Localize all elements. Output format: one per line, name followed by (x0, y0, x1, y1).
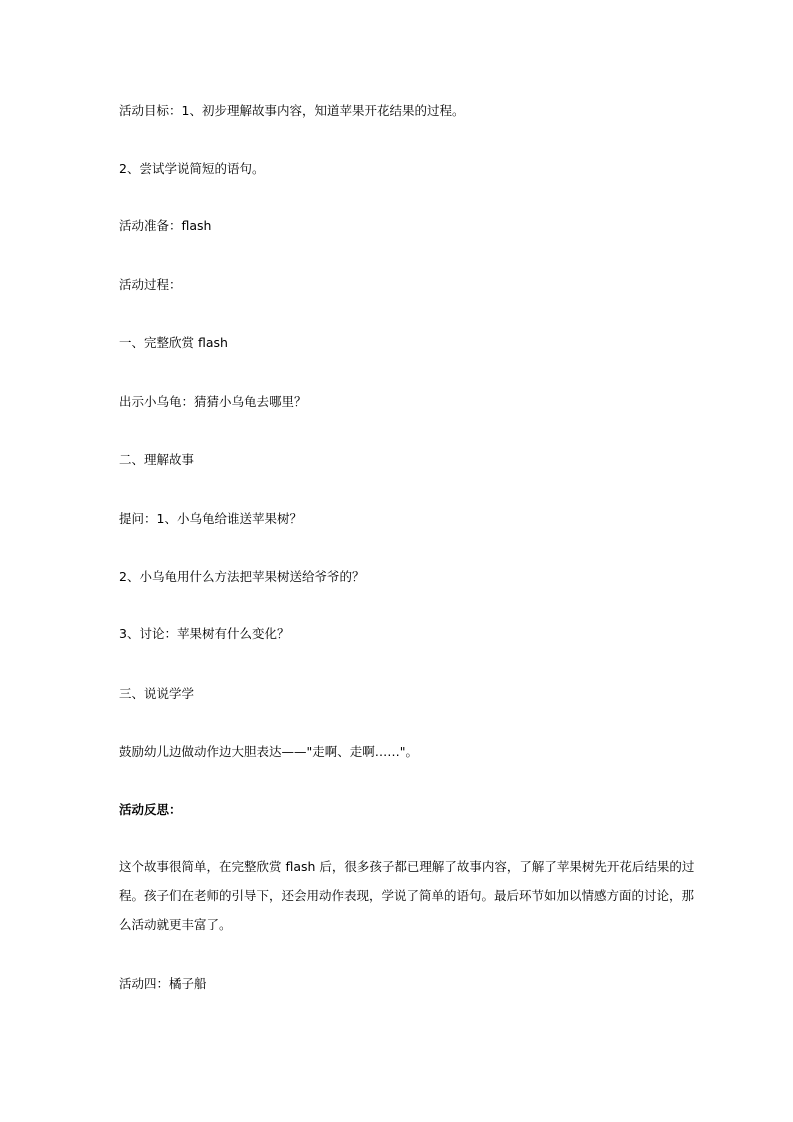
activity-preparation-line: 活动准备：flash (119, 218, 212, 233)
next-activity-title: 活动四：橘子船 (119, 976, 207, 991)
step-one-detail: 出示小乌龟：猜猜小乌龟去哪里？ (119, 394, 307, 409)
encouragement-line: 鼓励幼儿边做动作边大胆表达——"走啊、走啊……"。 (119, 744, 418, 759)
step-two-heading: 二、理解故事 (119, 452, 195, 467)
reflection-line-1: 这个故事很简单，在完整欣赏 flash 后，很多孩子都已理解了故事内容，了解了苹果树先开花后结果的过 (119, 859, 695, 874)
step-one-heading: 一、完整欣赏 flash (119, 335, 228, 350)
activity-process-heading: 活动过程： (119, 277, 182, 292)
question-two-line: 2、小乌龟用什么方法把苹果树送给爷爷的？ (119, 569, 365, 584)
reflection-line-3: 么活动就更丰富了。 (119, 917, 232, 932)
reflection-heading: 活动反思： (119, 802, 182, 817)
activity-goal-line: 活动目标：1、初步理解故事内容，知道苹果开花结果的过程。 (119, 103, 465, 118)
activity-goal-2-line: 2、尝试学说简短的语句。 (119, 161, 265, 176)
question-one-line: 提问：1、小乌龟给谁送苹果树？ (119, 511, 302, 526)
step-three-heading: 三、说说学学 (119, 686, 195, 701)
reflection-line-2: 程。孩子们在老师的引导下，还会用动作表现，学说了简单的语句。最后环节如加以情感方面的讨论，那 (119, 888, 695, 903)
discussion-line: 3、讨论：苹果树有什么变化？ (119, 626, 290, 641)
